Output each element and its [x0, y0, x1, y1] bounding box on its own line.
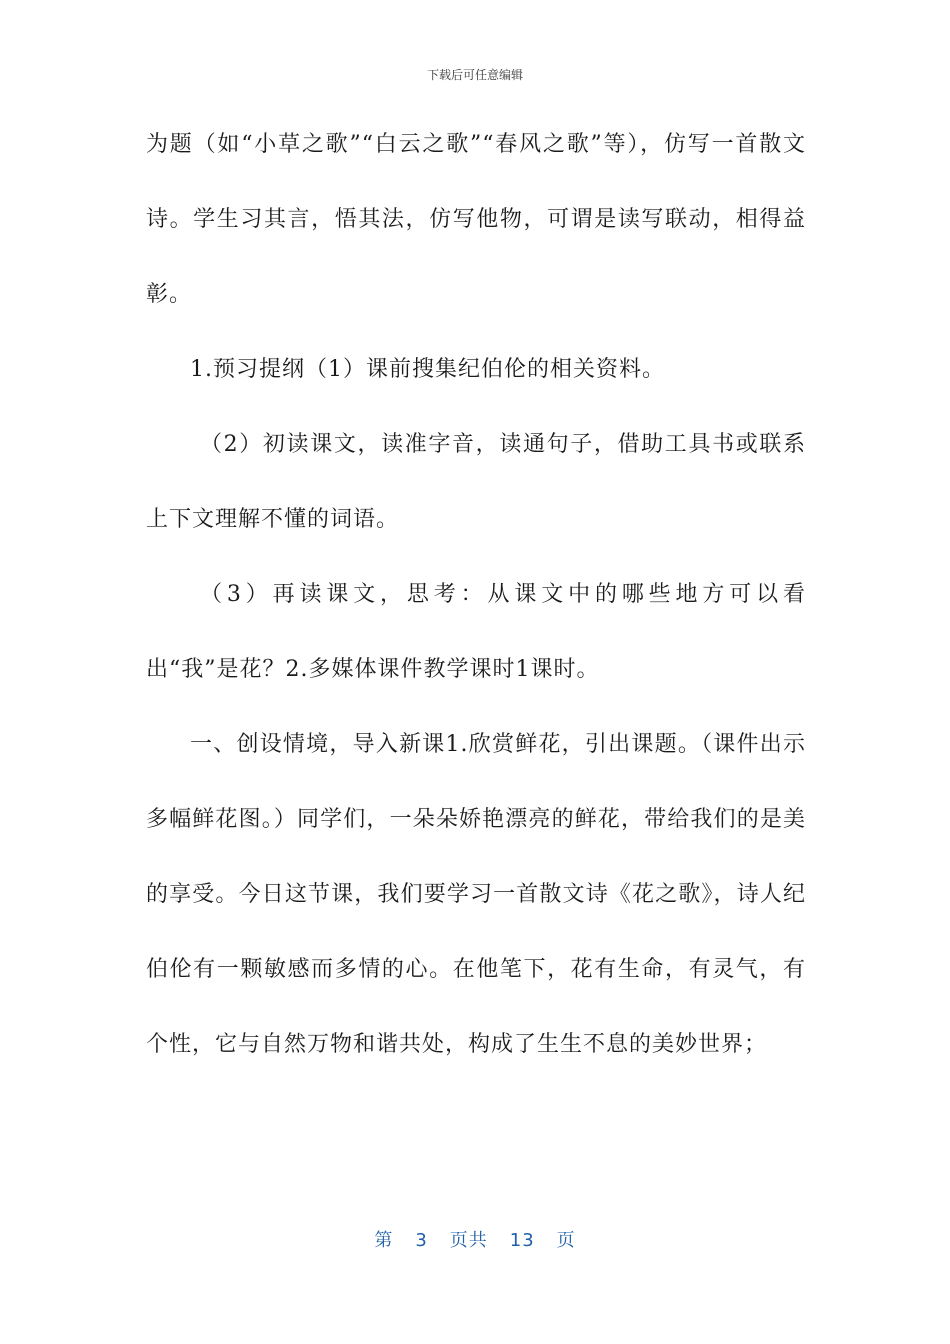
paragraph-continuation: 为题（如“小草之歌”“白云之歌”“春风之歌”等），仿写一首散文诗。学生习其言，悟其法，仿写他物，可谓是读写联动，相得益彰。 — [146, 132, 806, 307]
footer-current-page: 3 — [415, 1230, 428, 1251]
footer-middle: 页共 — [449, 1230, 488, 1251]
footer-total-pages: 13 — [509, 1230, 535, 1251]
paragraph-second-reading: （3）再读课文，思考：从课文中的哪些地方可以看出“我”是花？2.多媒体课件教学课时1课时。 — [146, 582, 806, 682]
footer-prefix: 第 — [374, 1230, 394, 1251]
paragraph-first-reading: （2）初读课文，读准字音，读通句子，借助工具书或联系上下文理解不懂的词语。 — [146, 432, 806, 532]
document-body — [146, 107, 806, 1082]
paragraph-preview-outline: 1.预习提纲（1）课前搜集纪伯伦的相关资料。 — [190, 357, 665, 382]
page-footer — [0, 1226, 950, 1252]
footer-suffix: 页 — [556, 1230, 576, 1251]
page-header: 下载后可任意编辑 — [426, 68, 523, 82]
paragraph-introduction: 一、创设情境，导入新课1.欣赏鲜花，引出课题。（课件出示多幅鲜花图。）同学们，一朵朵娇艳漂亮的鲜花，带给我们的是美的享受。今日这节课，我们要学习一首散文诗《花之歌》，诗人纪伯伦有一颗敏感而多情的心。在他笔下，花有生命，有灵气，有个性，它与自然万物和谐共处，构成了生生不息的美妙世界； — [146, 732, 806, 1057]
